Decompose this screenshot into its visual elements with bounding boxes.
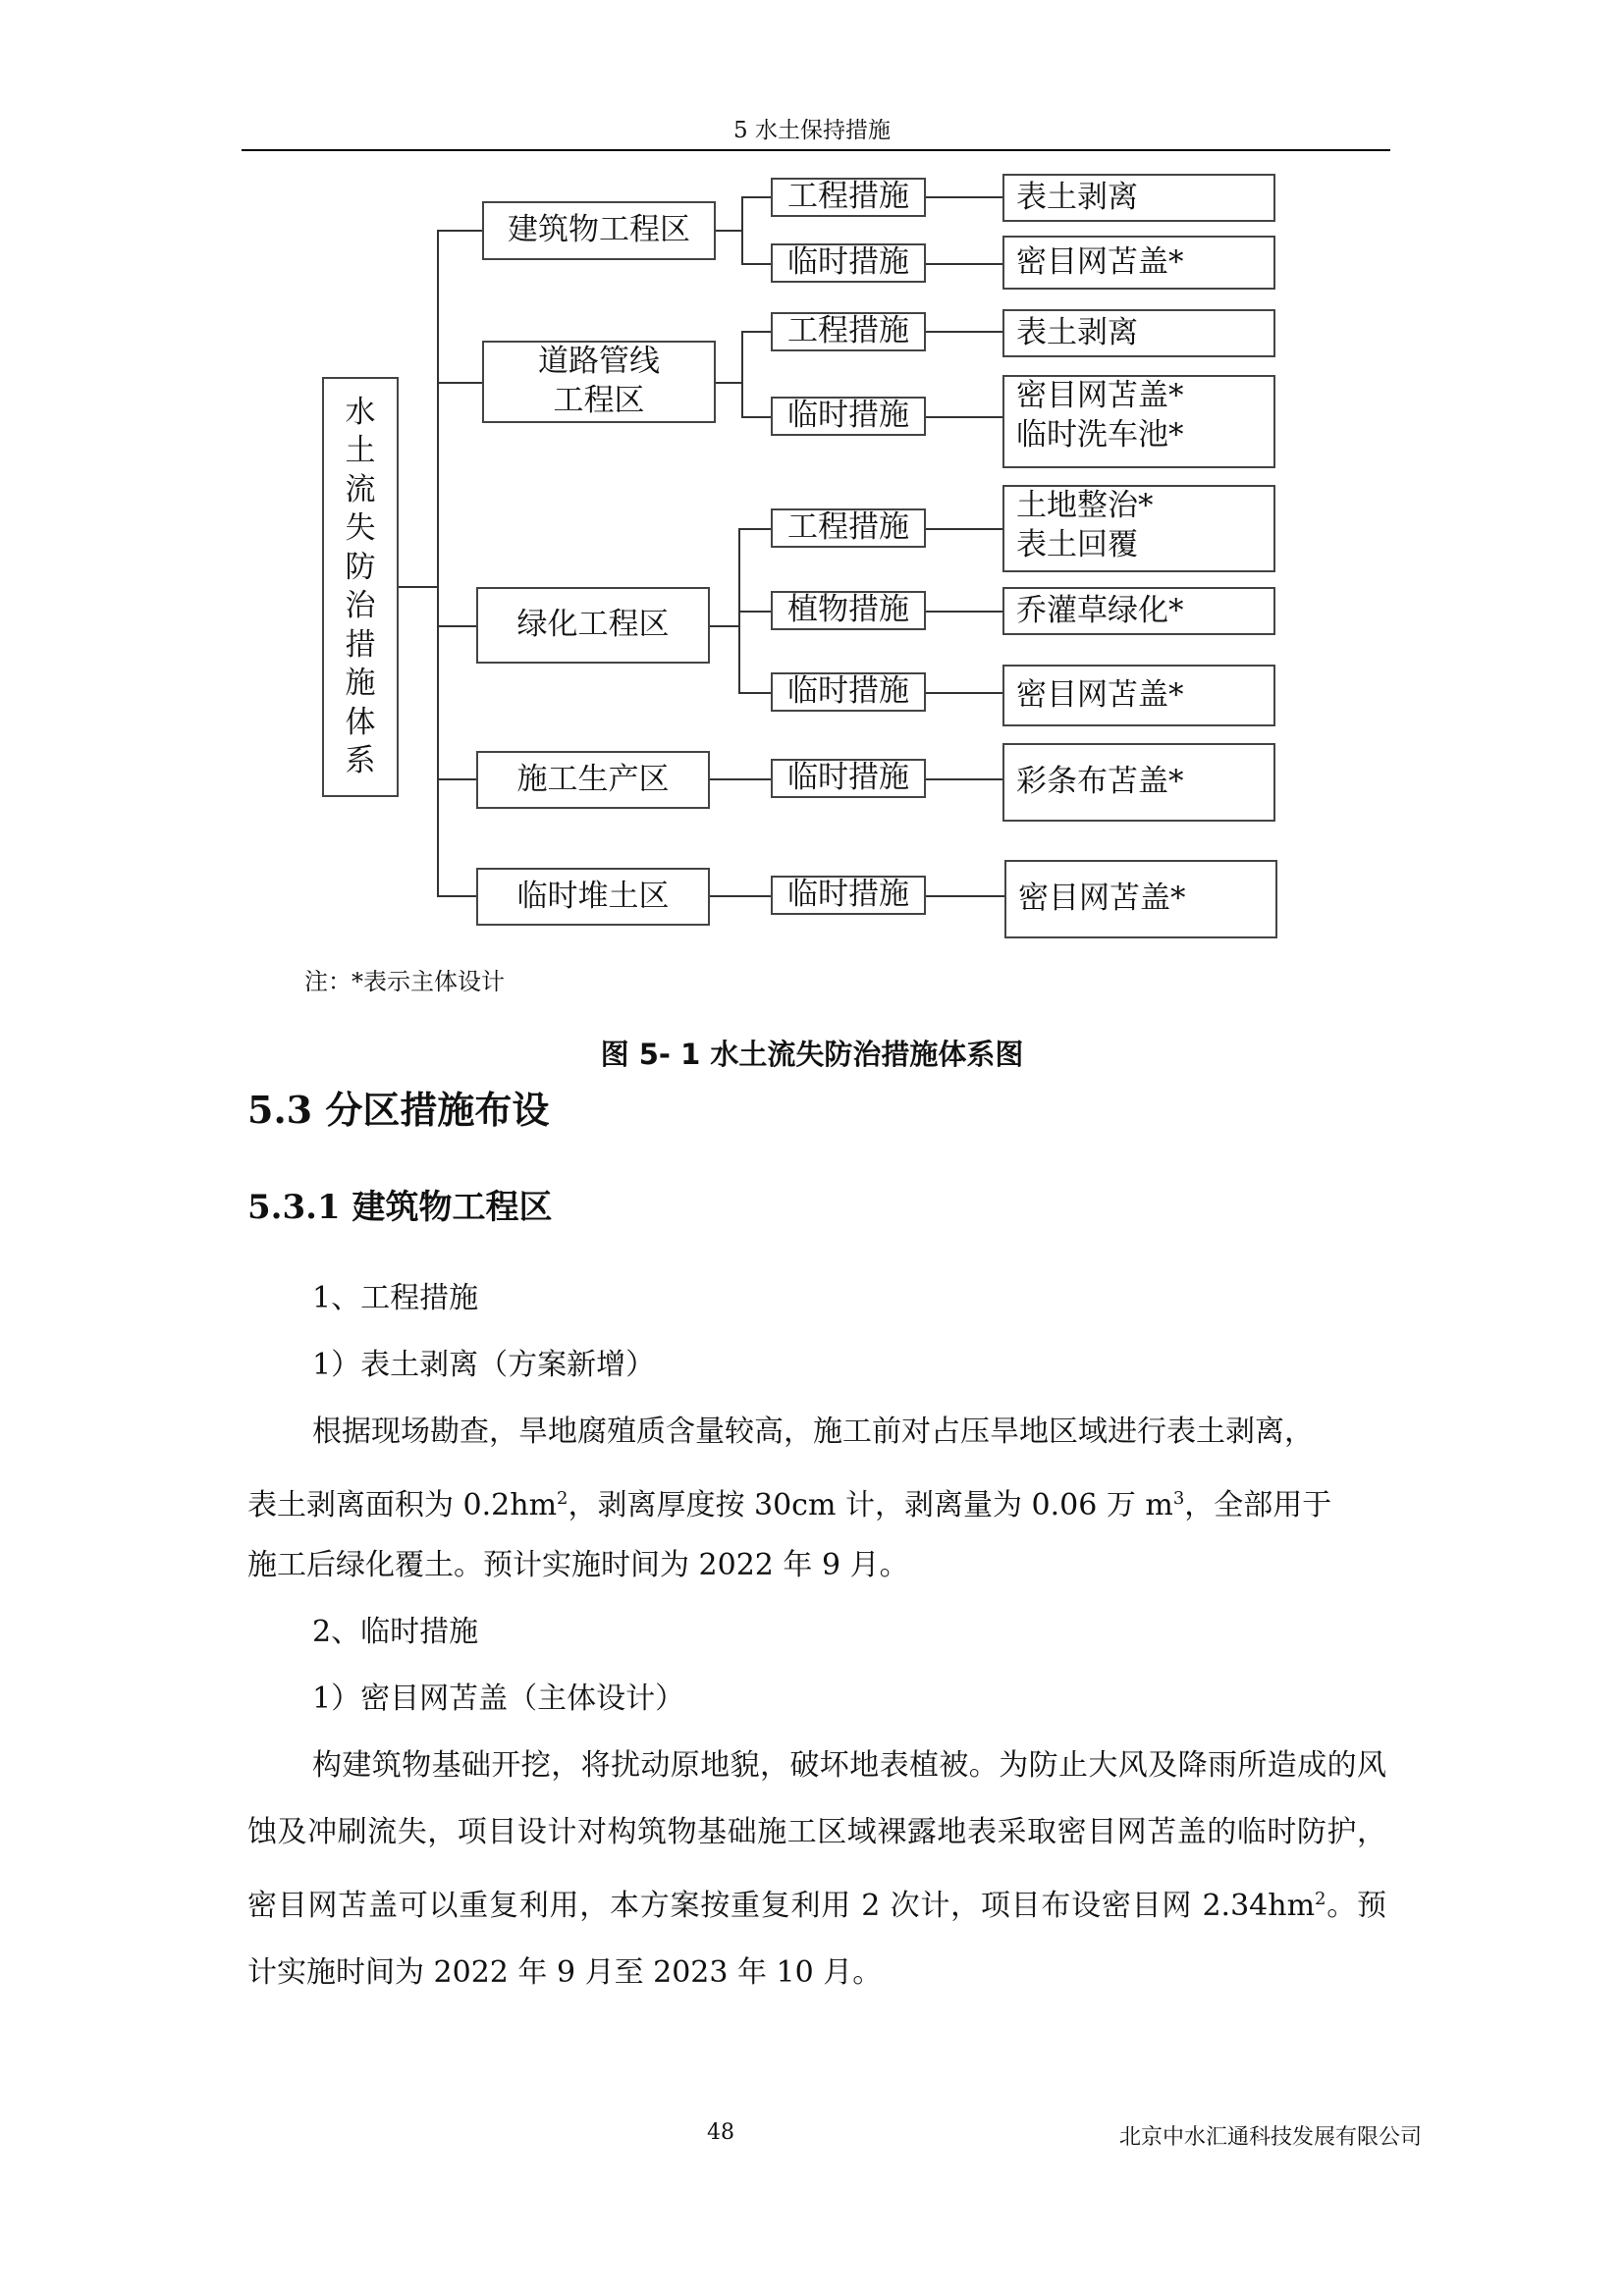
connector (741, 196, 743, 264)
superscript: 3 (1172, 1488, 1185, 1509)
paragraph-line: 根据现场勘查，旱地腐殖质含量较高，施工前对占压旱地区域进行表土剥离， (312, 1415, 1314, 1449)
text-run: ，剥离厚度按 30cm 计，剥离量为 0.06 万 m (568, 1488, 1173, 1522)
measure-label: 临时措施 (787, 760, 909, 796)
measure-label: 临时措施 (787, 877, 909, 913)
root-box (322, 377, 399, 797)
connector (399, 586, 438, 588)
item-topsoil-stripping (1002, 174, 1275, 222)
subsection-heading: 5.3.1 建筑物工程区 (247, 1188, 553, 1227)
measure-temporary (771, 397, 926, 436)
root-char: 治 (345, 588, 376, 623)
item-tarp-cover (1002, 743, 1275, 822)
connector (710, 895, 771, 897)
measure-temporary (771, 672, 926, 712)
company-name: 北京中水汇通科技发展有限公司 (1119, 2125, 1423, 2150)
item-label: 乔灌草绿化* (1016, 592, 1184, 628)
measure-label: 工程措施 (787, 313, 909, 349)
page-number: 48 (707, 2120, 734, 2145)
item-land-leveling (1002, 485, 1275, 572)
measure-temporary (771, 876, 926, 915)
zone-temp-stockpile (476, 868, 710, 926)
connector (926, 331, 1002, 333)
measure-temporary (771, 243, 926, 283)
list-item-engineering: 1、工程措施 (312, 1281, 479, 1315)
measure-engineering (771, 312, 926, 351)
root-char: 失 (345, 510, 376, 546)
paragraph-line: 施工后绿化覆土。预计实施时间为 2022 年 9 月。 (247, 1548, 909, 1582)
item-label: 密目网苫盖* (1016, 676, 1184, 713)
superscript: 2 (1315, 1889, 1326, 1909)
root-char: 防 (345, 549, 376, 585)
connector (926, 416, 1002, 418)
figure-caption: 图 5- 1 水土流失防治措施体系图 (600, 1038, 1024, 1071)
measure-label: 工程措施 (787, 509, 909, 546)
connector (710, 778, 771, 780)
measure-engineering (771, 178, 926, 217)
connector (926, 778, 1002, 780)
paragraph (247, 1733, 1386, 2006)
measure-temporary (771, 759, 926, 798)
connector (716, 382, 742, 384)
measure-label: 临时措施 (787, 673, 909, 710)
list-item-mesh-cover: 1）密目网苫盖（主体设计） (312, 1682, 685, 1716)
item-greening (1002, 587, 1275, 635)
item-mesh-cover (1004, 860, 1277, 938)
item-label: 土地整治* (1016, 488, 1154, 523)
connector (437, 625, 476, 627)
root-char: 土 (345, 433, 376, 468)
zone-label: 临时堆土区 (516, 878, 670, 914)
running-header: 5 水土保持措施 (733, 118, 891, 143)
list-item-topsoil: 1）表土剥离（方案新增） (312, 1348, 656, 1382)
section-heading: 5.3 分区措施布设 (247, 1088, 550, 1132)
text-run: ，全部用于 (1184, 1488, 1332, 1522)
item-mesh-cover-washpool (1002, 375, 1275, 468)
diagram-note: 注：*表示主体设计 (304, 968, 505, 995)
item-mesh-cover (1002, 665, 1275, 726)
measure-label: 临时措施 (787, 398, 909, 434)
root-char: 水 (345, 394, 376, 430)
item-label: 密目网苫盖* (1016, 378, 1184, 413)
connector (926, 895, 1004, 897)
item-label: 密目网苫盖* (1018, 881, 1186, 917)
connector (738, 528, 771, 530)
text-run: 。预计实施时间为 2022 年 9 月至 2023 年 10 月。 (247, 1889, 1387, 1990)
root-char: 措 (345, 626, 376, 663)
measure-engineering (771, 508, 926, 548)
connector (738, 692, 771, 694)
connector (437, 895, 476, 897)
zone-building (482, 201, 716, 260)
item-label: 表土剥离 (1016, 314, 1138, 350)
measure-label: 临时措施 (787, 244, 909, 281)
connector (710, 625, 739, 627)
zone-label: 绿化工程区 (516, 607, 670, 643)
text-run: 构建筑物基础开挖，将扰动原地貌，破坏地表植被。为防止大风及降雨所造成的风蚀及冲刷流失，项目设计对构筑物基础施工区域裸露地表采取密目网苫盖的临时防护，密目网苫盖可以重复利用，本方案按重复利用 2 次计，项目布设密目网 2.34hm (247, 1748, 1386, 1923)
root-char: 体 (345, 704, 376, 740)
connector (926, 611, 1002, 613)
zone-construction (476, 751, 710, 809)
list-item-temporary: 2、临时措施 (312, 1615, 479, 1649)
zone-label: 施工生产区 (516, 761, 670, 797)
item-topsoil-stripping (1002, 309, 1275, 357)
connector (741, 196, 771, 198)
header-rule (242, 149, 1390, 151)
item-label: 临时洗车池* (1016, 416, 1184, 453)
zone-label: 建筑物工程区 (508, 212, 690, 248)
zone-road-pipeline (482, 341, 716, 423)
measure-label: 植物措施 (787, 592, 909, 628)
root-char: 系 (345, 743, 376, 778)
connector (741, 331, 771, 333)
connector (926, 692, 1002, 694)
connector (926, 196, 1002, 198)
item-label: 表土回覆 (1016, 526, 1138, 562)
connector (437, 230, 439, 896)
zone-greening (476, 587, 710, 664)
connector (926, 528, 1002, 530)
connector (437, 230, 482, 232)
root-char: 流 (345, 471, 376, 507)
text-run: 表土剥离面积为 0.2hm (247, 1488, 558, 1522)
item-label: 密目网苫盖* (1016, 243, 1184, 280)
item-label: 彩条布苫盖* (1016, 764, 1184, 800)
measure-plant (771, 591, 926, 630)
connector (741, 263, 771, 265)
connector (926, 263, 1002, 265)
item-label: 表土剥离 (1016, 179, 1138, 215)
connector (741, 331, 743, 417)
root-char: 施 (345, 666, 376, 701)
connector (738, 611, 771, 613)
item-mesh-cover (1002, 236, 1275, 290)
connector (741, 416, 771, 418)
connector (437, 778, 476, 780)
connector (437, 382, 482, 384)
zone-label-line1: 道路管线 (538, 344, 660, 380)
superscript: 2 (557, 1488, 568, 1509)
zone-label-line2: 工程区 (553, 383, 645, 418)
paragraph-line (247, 1466, 1396, 1539)
measure-label: 工程措施 (787, 179, 909, 215)
connector (716, 230, 742, 232)
